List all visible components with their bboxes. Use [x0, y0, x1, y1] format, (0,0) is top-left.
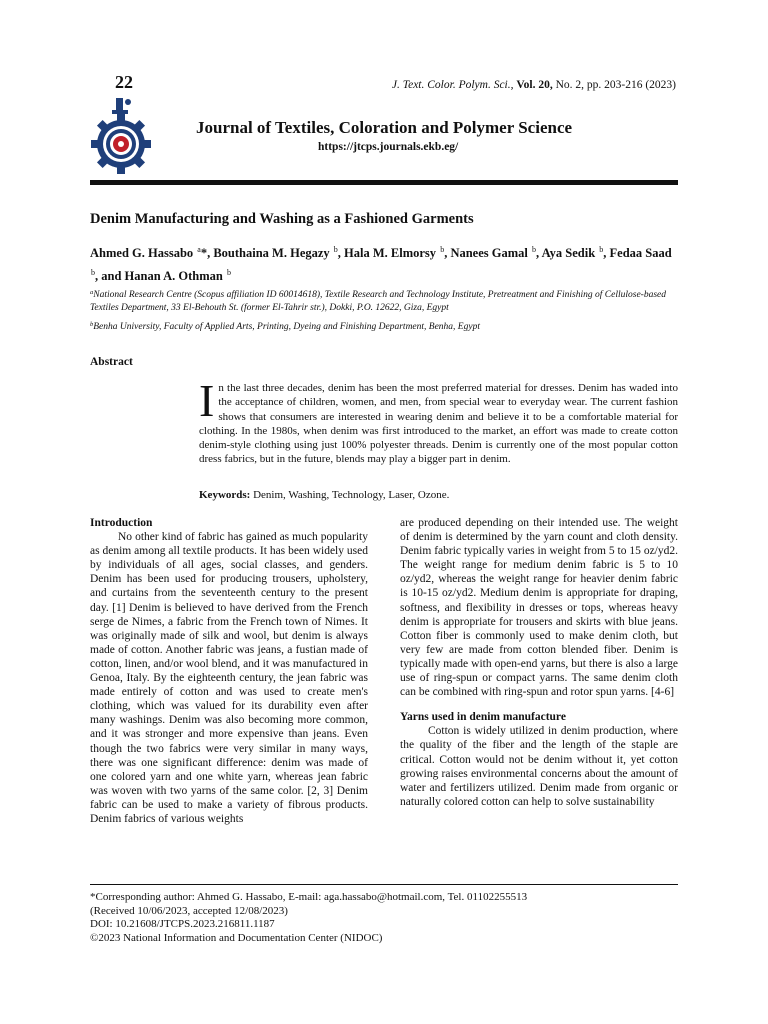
footer-notes — [90, 891, 680, 945]
author: Hala M. Elmorsy $^b$, — [344, 245, 448, 260]
yarns-heading: Yarns used in denim manufacture — [400, 711, 566, 724]
left-column — [90, 516, 368, 826]
citation-volume: Vol. 20, — [516, 79, 553, 91]
introduction-heading: Introduction — [90, 517, 153, 529]
keywords-label: Keywords: — [199, 489, 251, 501]
keywords-text: Denim, Washing, Technology, Laser, Ozone. — [253, 489, 450, 501]
author: Nanees Gamal $^b$, — [450, 245, 540, 260]
journal-logo — [90, 96, 152, 176]
right-column — [400, 516, 678, 809]
paper-title: Denim Manufacturing and Washing as a Fashioned Garments — [90, 211, 474, 227]
abstract-dropcap: I — [199, 375, 215, 426]
author-list — [90, 240, 680, 286]
corresponding-author: *Corresponding author: Ahmed G. Hassabo, E-mail: aga.hassabo@hotmail.com, Tel. 01102255513 — [90, 891, 528, 903]
author: Fedaa Saad $^b$, — [91, 246, 672, 283]
citation-issue-pages: No. 2, pp. 203-216 (2023) — [555, 79, 676, 91]
footer-divider — [90, 884, 678, 885]
citation-journal: J. Text. Color. Polym. Sci., — [391, 79, 514, 91]
author: Ahmed G. Hassabo $^a$*, — [90, 245, 211, 260]
doi[interactable]: DOI: 10.21608/JTCPS.2023.216811.1187 — [90, 918, 275, 930]
abstract-heading: Abstract — [90, 356, 133, 368]
author: Aya Sedik $^b$, — [541, 245, 607, 260]
yarns-paragraph: Cotton is widely utilized in denim production, where the quality of the fiber and the length of the staple are critical. Cotton would not be denim without it, yet cotton growing raises environmental concerns about the amount of water and fertilizers utilized. Denim made from organic or naturally colored cotton can help to solve sustainability — [400, 725, 678, 808]
body-paragraph: are produced depending on their intended use. The weight of denim is determined by the yarn count and cloth density. Denim fabric typically varies in weight from 5 to 15 oz/yd2. The weight range for medium denim fabric is 5 to 10 oz/yd2, whereas the weight range for heavier denim fabric is 10-15 oz/yd2. Medium denim is appropriate for draping, softness, and flexibility in dresses or tops, whereas heavy denim is appropriate for trousers and skirts with blue jeans. Cotton fiber is commonly used to make denim cloth, but very few are made from cotton blended fiber. Denim is typically made with open-end yarns, but there is also a large use of ring-spun or compact yarns. The same denim cloth can be combined with ring-spun and rotor spun yarns. [4-6] — [400, 517, 678, 699]
journal-title: Journal of Textiles, Coloration and Polymer Science — [196, 118, 573, 137]
abstract-text: n the last three decades, denim has been the most preferred material for dresses. Denim has waded into the acceptance of children, women, and men, from special wear to everyday wear. The current fashion shows that consumers are interested in wearing denim and believe it to be a comfortable material for clothing. In the 1980s, when denim was first introduced to the market, an effort was made to create cotton denim-style clothing using just 100% polyester threads. Denim is currently one of the most popular cotton dress fabrics, but in the future, blends may play a bigger part in denim. — [199, 382, 678, 466]
author: Bouthaina M. Hegazy $^b$, — [213, 245, 341, 260]
journal-logo-icon — [90, 96, 152, 176]
affiliation-a: $^a$National Research Centre (Scopus affiliation ID 60014618), Textile Research and Technology Institute, Pretreatment and Finishing of Cellulose-based Textiles Department, 33 El-Behouth St. (former El-Tahrir str.), Dokki, P.O. 12622, Giza, Egypt — [90, 289, 666, 313]
affiliation-b: $^b$Benha University, Faculty of Applied Arts, Printing, Dyeing and Finishing Department, Benha, Egypt — [90, 321, 480, 332]
page-number: 22 — [115, 72, 133, 92]
received-dates: (Received 10/06/2023, accepted 12/08/2023) — [90, 904, 288, 917]
keywords — [199, 489, 449, 501]
author: and Hanan A. Othman $^b$ — [101, 268, 231, 283]
abstract-body — [199, 375, 678, 467]
header-divider — [90, 180, 678, 185]
introduction-paragraph: No other kind of fabric has gained as much popularity as denim among all textile products. It has been widely used by individuals of all ages, social classes, and genders. Denim has been used for producing trousers, upholstery, and curtains from the seventeenth century to the present day. [1] Denim is believed to have derived from the French serge de Nimes, a fabric from the French town of Nimes. It was originally made of silk and wool, but denim is always made of cotton. Another fabric was jeans, a fustian made of cotton, linen, and/or wool blend, and it was manufactured in Genoa, Italy. By the eighteenth century, the jean fabric was made entirely of cotton and was used to create men's clothing, which was valued for its durability even after many washings. Denim was also becoming more common, and it was stronger and more expensive than jeans. Even though the two fabrics were very similar in many ways, there was one significant difference: denim was made of one colored yarn and one white yarn, whereas jean fabric was woven with two yarns of the same color. [2, 3] Denim fabric can be used to make a variety of fibrous products. Denim fabrics of various weights — [90, 531, 368, 825]
journal-url[interactable]: https://jtcps.journals.ekb.eg/ — [318, 141, 459, 153]
copyright: ©2023 National Information and Documentation Center (NIDOC) — [90, 931, 383, 944]
journal-citation — [392, 79, 676, 91]
